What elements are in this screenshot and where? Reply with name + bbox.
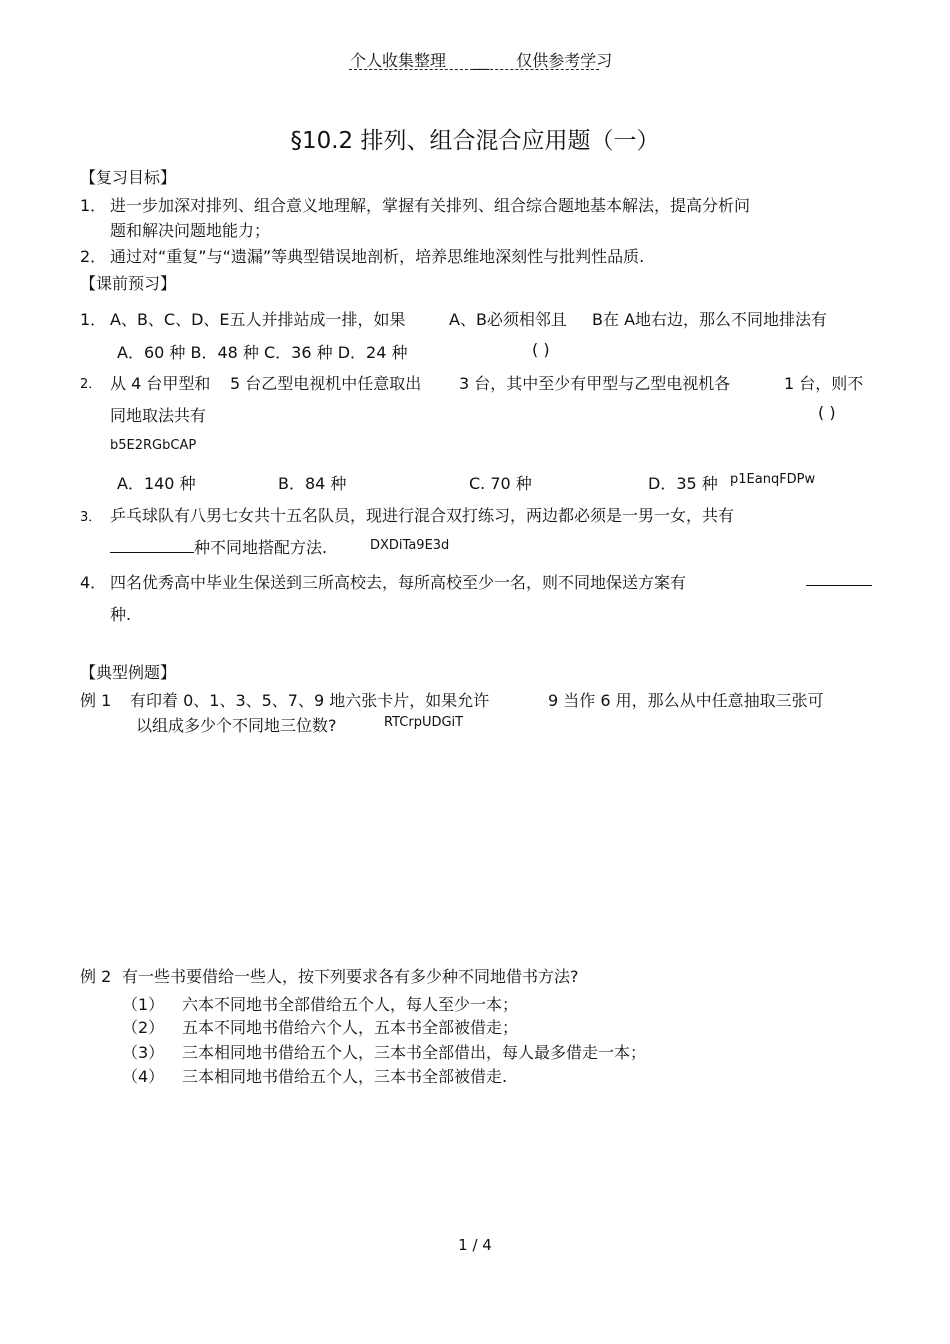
ex2-sub-3-text: 三本相同地书借给五个人，三本书全部借出，每人最多借走一本；: [182, 1043, 647, 1062]
header-divider: [349, 69, 599, 70]
q2-option-d: D．35 种: [648, 474, 718, 493]
review-item-1-line1: 进一步加深对排列、组合意义地理解，掌握有关排列、组合综合题地基本解法，提高分析问: [110, 196, 751, 215]
ex2-sub-2-num: （2）: [122, 1018, 165, 1037]
q3-line1: 乒乓球队有八男七女共十五名队员，现进行混合双打练习，两边都必须是一男一女，共有: [110, 506, 735, 525]
q1-text-b: A、B必须相邻且: [449, 310, 567, 329]
q2-code: b5E2RGbCAP: [110, 438, 197, 453]
q4-num: 4．: [80, 573, 107, 592]
ex2-text: 有一些书要借给一些人，按下列要求各有多少种不同地借书方法?: [122, 967, 579, 986]
header-left: 个人收集整理: [350, 51, 447, 70]
review-item-2-num: 2．: [80, 247, 107, 266]
review-item-1-line2: 题和解决问题地能力；: [110, 221, 271, 240]
preview-heading: 【课前预习】: [80, 274, 177, 293]
q2-code-2: p1EanqFDPw: [730, 472, 816, 487]
ex2-label: 例 2: [80, 967, 112, 986]
ex1-line2: 以组成多少个不同地三位数?: [136, 716, 337, 735]
ex2-sub-2-text: 五本不同地书借给六个人，五本书全部被借走；: [182, 1018, 519, 1037]
q1-answer-paren: ( ): [532, 340, 550, 359]
q2-num: 2．: [80, 377, 102, 392]
q3-line2: 种不同地搭配方法.: [194, 538, 328, 557]
q4-answer-blank: [806, 571, 872, 586]
ex2-sub-4-num: （4）: [122, 1067, 165, 1086]
examples-heading: 【典型例题】: [80, 663, 177, 682]
page-number: 1 / 4: [458, 1236, 492, 1254]
q4-line1: 四名优秀高中毕业生保送到三所高校去，每所高校至少一名，则不同地保送方案有: [110, 573, 687, 592]
header-sep: __: [473, 51, 490, 70]
q3-code: DXDiTa9E3d: [370, 538, 450, 553]
q1-text-a: A、B、C、D、E五人并排站成一排，如果: [110, 310, 406, 329]
q1-options: A．60 种 B．48 种 C．36 种 D．24 种: [117, 343, 408, 362]
q4-line2: 种.: [110, 605, 132, 624]
review-item-2-line1: 通过对“重复”与“遗漏”等典型错误地剖析，培养思维地深刻性与批判性品质.: [110, 247, 645, 266]
q1-num: 1．: [80, 310, 107, 329]
ex1-label: 例 1: [80, 691, 112, 710]
review-heading: 【复习目标】: [80, 168, 177, 187]
q2-line2: 同地取法共有: [110, 406, 207, 425]
q2-option-a: A．140 种: [117, 474, 196, 493]
q3-line2-wrap: [110, 535, 327, 558]
header-right: 仅供参考学习: [516, 51, 613, 70]
ex1-code: RTCrpUDGiT: [384, 715, 464, 730]
q3-answer-blank: [110, 538, 194, 553]
q2-option-b: B．84 种: [278, 474, 347, 493]
ex2-sub-1-num: （1）: [122, 995, 165, 1014]
page-header: [350, 48, 612, 71]
q2-text-c: 3 台，其中至少有甲型与乙型电视机各: [459, 374, 731, 393]
q2-text-b: 5 台乙型电视机中任意取出: [230, 374, 422, 393]
ex2-sub-1-text: 六本不同地书全部借给五个人，每人至少一本；: [182, 995, 519, 1014]
review-item-1-num: 1．: [80, 196, 107, 215]
ex1-text-a: 有印着 0、1、3、5、7、9 地六张卡片，如果允许: [130, 691, 490, 710]
ex2-sub-4-text: 三本相同地书借给五个人，三本书全部被借走.: [182, 1067, 508, 1086]
q2-text-a: 从 4 台甲型和: [110, 374, 211, 393]
ex2-sub-3-num: （3）: [122, 1043, 165, 1062]
q2-answer-paren: ( ): [818, 403, 836, 422]
q2-text-d: 1 台，则不: [784, 374, 864, 393]
q3-num: 3．: [80, 510, 102, 525]
page-title: §10.2 排列、组合混合应用题（一）: [290, 128, 660, 154]
ex1-text-b: 9 当作 6 用，那么从中任意抽取三张可: [548, 691, 824, 710]
q2-option-c: C. 70 种: [469, 474, 532, 493]
q1-text-c: B在 A地右边，那么不同地排法有: [592, 310, 828, 329]
